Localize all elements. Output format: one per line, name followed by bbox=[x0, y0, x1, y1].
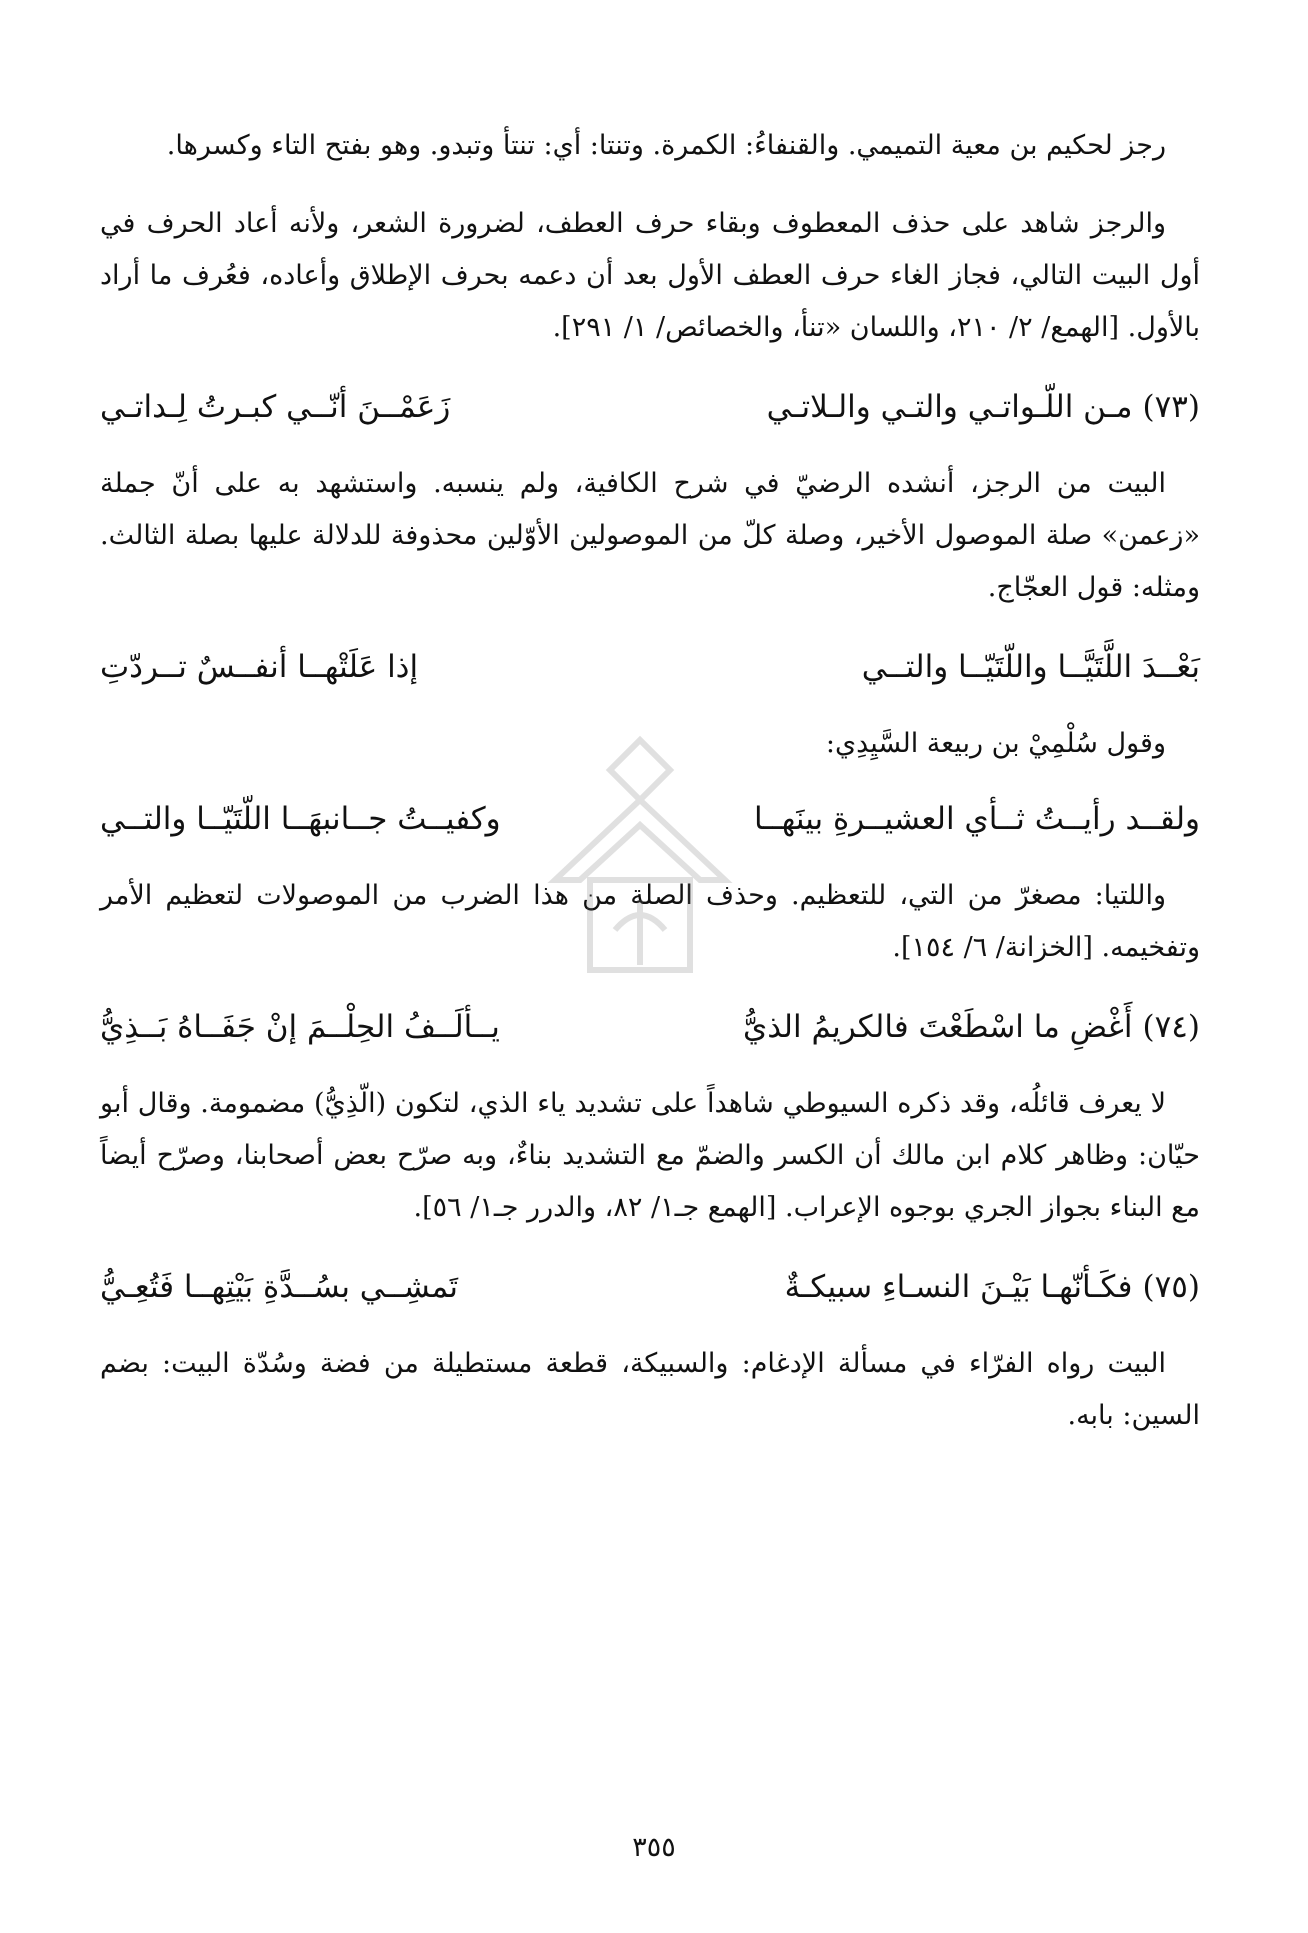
paragraph-4: وقول سُلْمِيْ بن ربيعة السَّيِدِي: bbox=[825, 728, 1166, 759]
verse-75-number: (٧٥) bbox=[1142, 1269, 1200, 1305]
page-number: ٣٥٥ bbox=[632, 1832, 676, 1863]
verse-salmi-first-hemistich: ولقــد رأيــتُ ثــأي العشيــرةِ بينَهــا bbox=[753, 801, 1200, 837]
verse-73 bbox=[100, 380, 1200, 434]
verse-74-first-hemistich: (٧٤)أَغْضِ ما اسْطَعْتَ فالكريمُ الذيُّ bbox=[743, 1009, 1200, 1045]
verse-ajjaj-first-hemistich: بَعْــدَ اللَّتَيَّــا واللّتَيّــا والتــي bbox=[861, 649, 1200, 685]
paragraph-2: والرجز شاهد على حذف المعطوف وبقاء حرف العطف، لضرورة الشعر، ولأنه أعاد الحرف في أول البيت التالي، فجاز الغاء حرف العطف الأول بعد أن دعمه بحرف الإطلاق وأعاده، فعُرف ما أراد بالأول. [الهمع/ ٢/ ٢١٠، واللسان «تنأ، والخصائص/ ١/ ٢٩١]. bbox=[100, 208, 1200, 343]
verse-74-number: (٧٤) bbox=[1142, 1009, 1200, 1045]
verse-73-second-hemistich: زَعَمْــنَ أنّــي كبـرتُ لِـداتـي bbox=[100, 389, 451, 425]
verse-73-number: (٧٣) bbox=[1142, 389, 1200, 425]
paragraph-7: البيت رواه الفرّاء في مسألة الإدغام: والسبيكة، قطعة مستطيلة من فضة وسُدّة البيت: بضم السين: بابه. bbox=[100, 1348, 1200, 1431]
verse-74-second-hemistich: يــألَــفُ الحِلْــمَ إنْ جَفَــاهُ بَــذِيُّ bbox=[100, 1009, 500, 1045]
verse-75-first-hemistich: (٧٥)فكَـأنّهـا بَيْـنَ النسـاءِ سبيكـةٌ bbox=[784, 1269, 1200, 1305]
verse-73-first-hemistich: (٧٣)مـن اللّـواتـي والتـي والـلاتـي bbox=[766, 389, 1200, 425]
verse-74 bbox=[100, 1000, 1200, 1054]
paragraph-1: رجز لحكيم بن معية التميمي. والقنفاءُ: الكمرة. وتنتا: أي: تنتأ وتبدو. وهو بفتح التاء وكسرها. bbox=[166, 130, 1166, 161]
paragraph-6: لا يعرف قائلُه، وقد ذكره السيوطي شاهداً على تشديد ياء الذي، لتكون (الّذِيُّ) مضمومة. وقال أبو حيّان: وظاهر كلام ابن مالك أن الكسر والضمّ مع التشديد بناءٌ، وبه صرّح بعض أصحابنا، وصرّح أيضاً مع البناء بجواز الجري بوجوه الإعراب. [الهمع جـ١/ ٨٢، والدرر جـ١/ ٥٦]. bbox=[100, 1088, 1200, 1223]
verse-salmi-second-hemistich: وكفيــتُ جــانبهَــا اللّتَيّــا والتــي bbox=[100, 801, 501, 837]
paragraph-5: واللتيا: مصغرّ من التي، للتعظيم. وحذف الصلة من هذا الضرب من الموصولات لتعظيم الأمر وتفخيمه. [الخزانة/ ٦/ ١٥٤]. bbox=[100, 880, 1200, 963]
verse-ajjaj bbox=[100, 640, 1200, 694]
library-emblem-icon bbox=[540, 730, 740, 990]
verse-ajjaj-second-hemistich: إذا عَلَتْهــا أنفــسٌ تــردّتِ bbox=[100, 649, 419, 685]
paragraph-3: البيت من الرجز، أنشده الرضيّ في شرح الكافية، ولم ينسبه. واستشهد به على أنّ جملة «زعمن» صلة الموصول الأخير، وصلة كلّ من الموصولين الأوّلين محذوفة للدلالة عليها بصلة الثالث. ومثله: قول العجّاج. bbox=[100, 468, 1200, 603]
verse-75 bbox=[100, 1260, 1200, 1314]
verse-75-second-hemistich: تَمشِــي بسُــدَّةِ بَيْتِهــا فَتُعِـيُّ bbox=[100, 1269, 459, 1305]
